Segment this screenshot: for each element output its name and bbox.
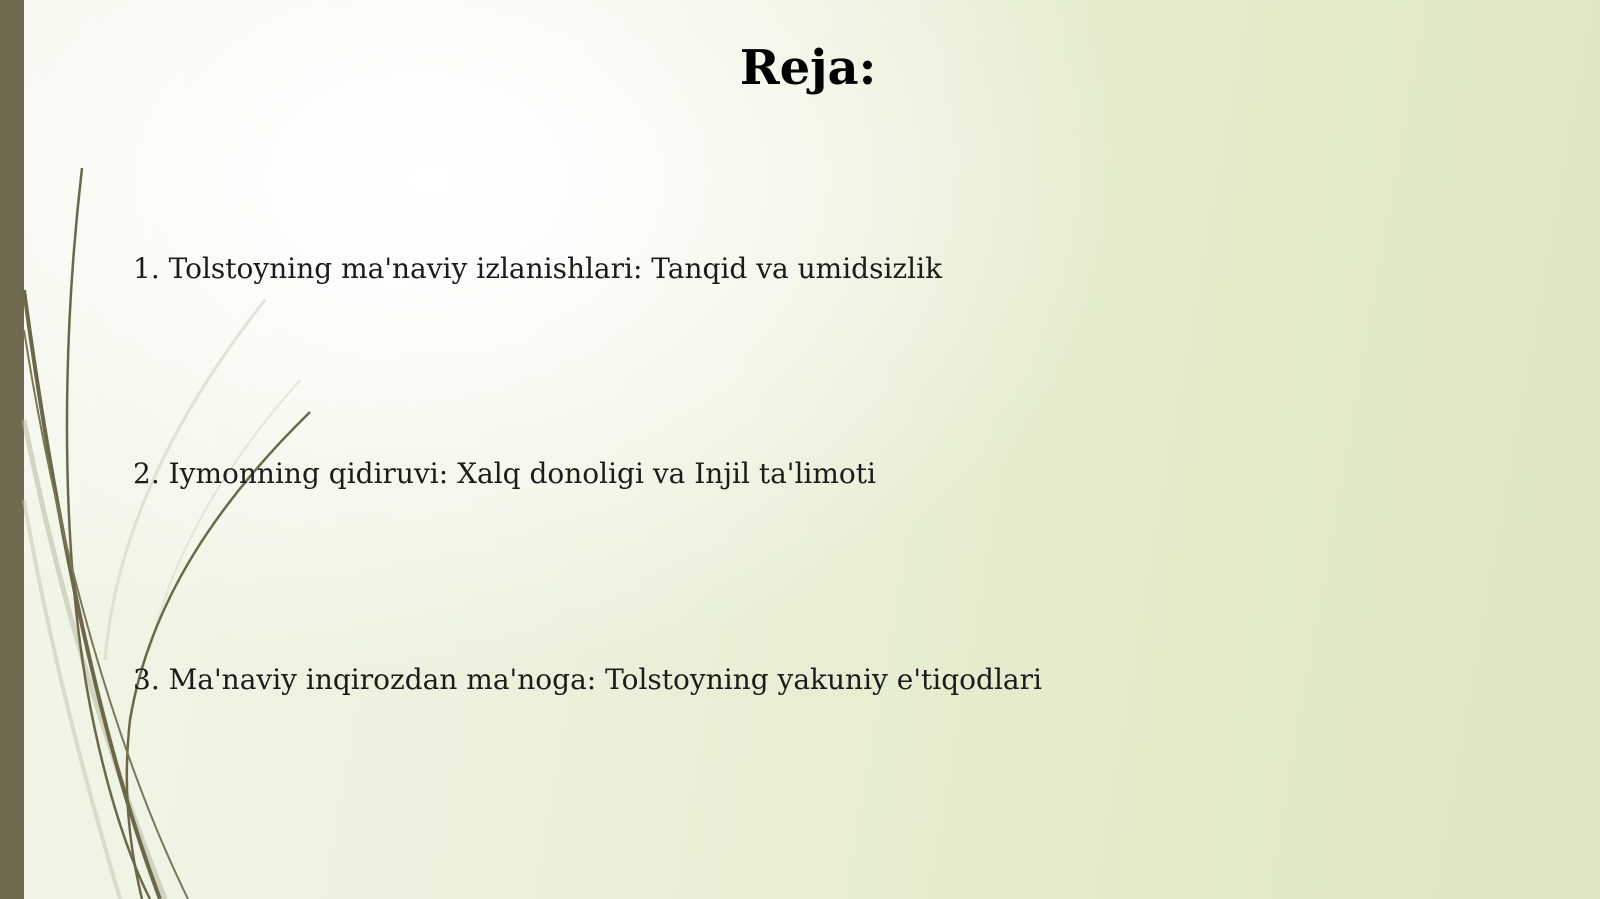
plan-item: 1. Tolstoyning ma'naviy izlanishlari: Tanqid va umidsizlik (133, 252, 943, 285)
plan-item: 3. Ma'naviy inqirozdan ma'noga: Tolstoyning yakuniy e'tiqodlari (133, 663, 1042, 696)
plan-item: 2. Iymonning qidiruvi: Xalq donoligi va Injil ta'limoti (133, 457, 876, 490)
slide-title: Reja: (739, 40, 877, 96)
grass-decoration (0, 0, 400, 899)
